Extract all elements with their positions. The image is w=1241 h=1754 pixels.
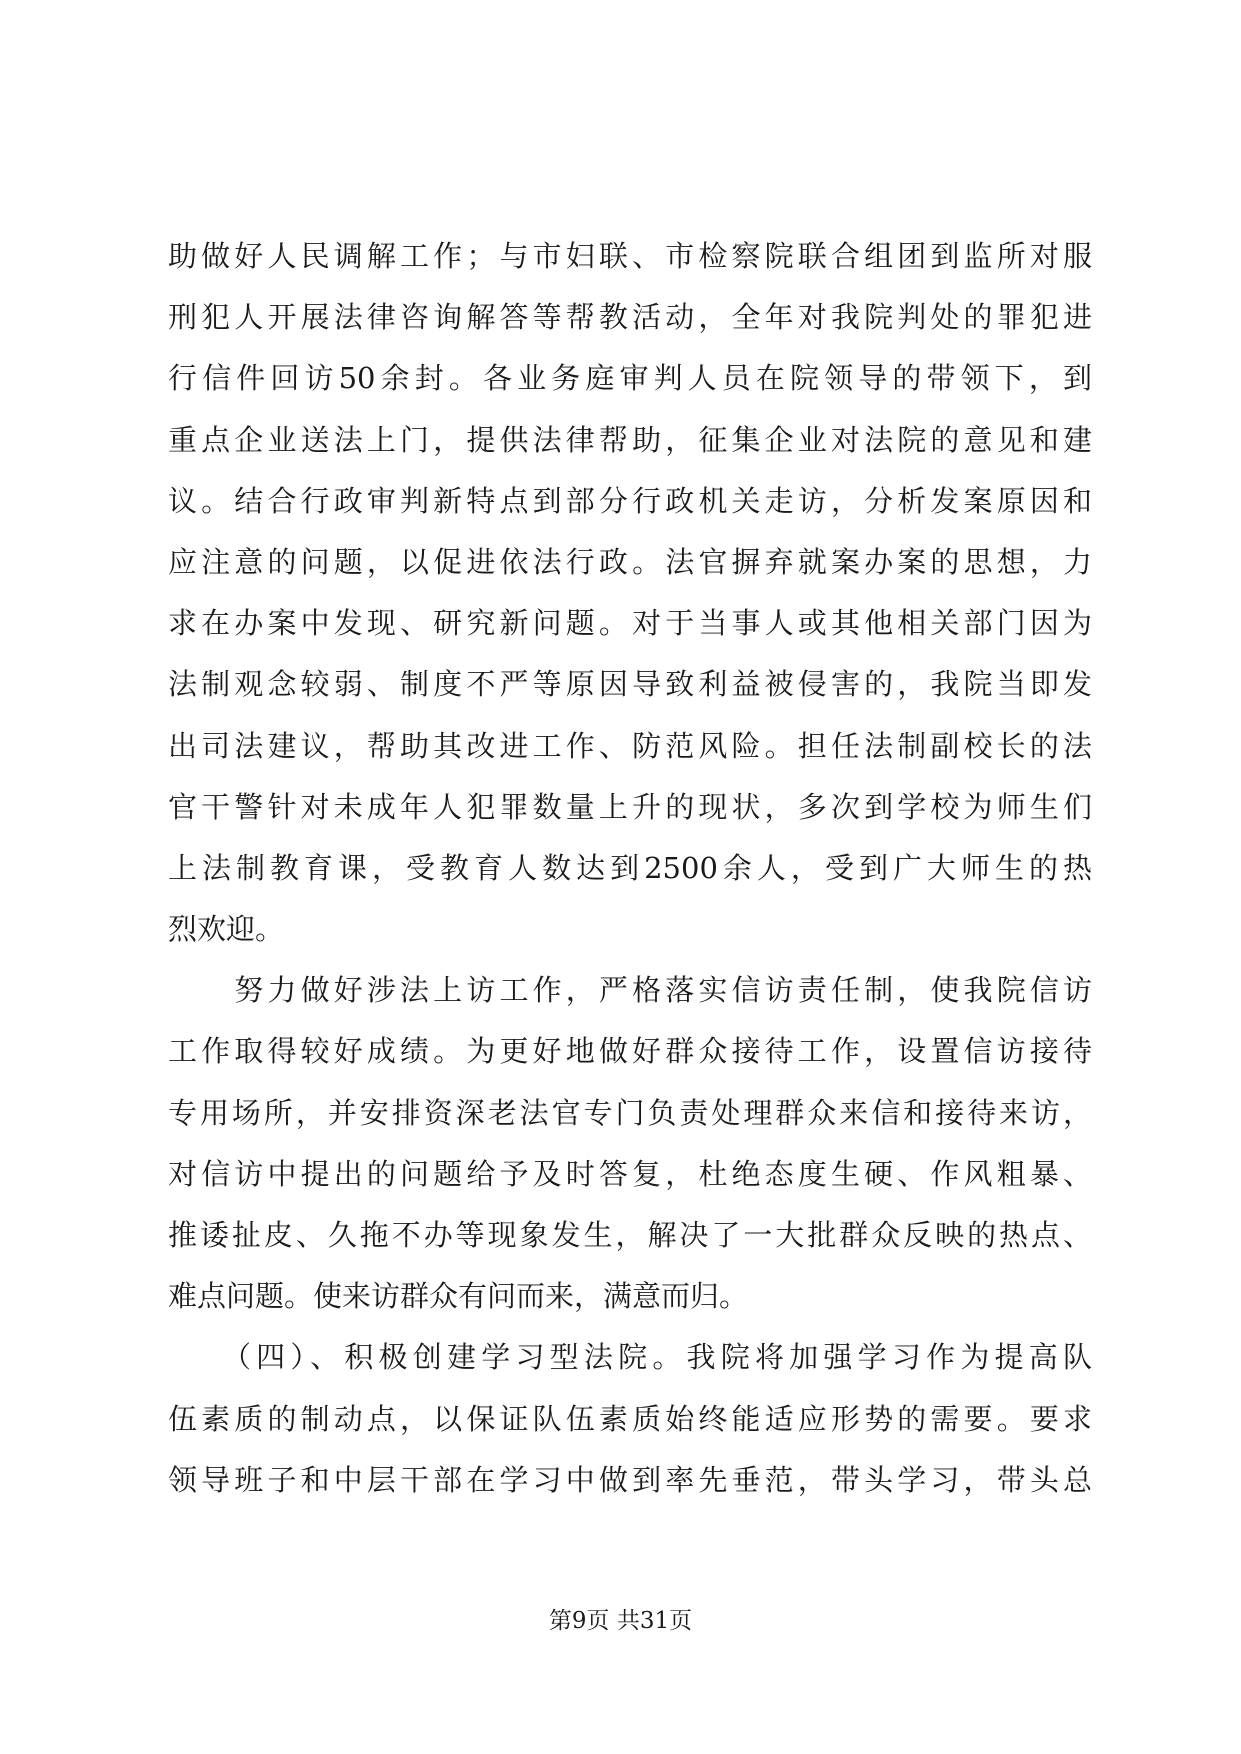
text-line: 重点企业送法上门，提供法律帮助，征集企业对法院的意见和建 [168,422,1092,457]
text-line: （四）、积极创建学习型法院。我院将加强学习作为提高队 [168,1340,1092,1375]
text-line: 烈欢迎。 [168,912,285,947]
text-line: 对信访中提出的问题给予及时答复，杜绝态度生硬、作风粗暴、 [168,1156,1092,1191]
text-line: 上法制教育课，受教育人数达到2500余人，受到广大师生的热 [168,850,1092,885]
text-line: 努力做好涉法上访工作，严格落实信访责任制，使我院信访 [168,973,1092,1008]
text-line: 难点问题。使来访群众有问而来，满意而归。 [168,1279,749,1314]
text-line: 伍素质的制动点，以保证队伍素质始终能适应形势的需要。要求 [168,1401,1092,1436]
text-line: 行信件回访50余封。各业务庭审判人员在院领导的带领下，到 [168,361,1092,396]
text-line: 推诿扯皮、久拖不办等现象发生，解决了一大批群众反映的热点、 [168,1218,1092,1252]
text-line: 工作取得较好成绩。为更好地做好群众接待工作，设置信访接待 [168,1034,1092,1069]
text-line: 议。结合行政审判新特点到部分行政机关走访，分析发案原因和 [168,483,1092,518]
page-number-label: 第9页 共31页 [548,1608,693,1634]
text-line: 助做好人民调解工作；与市妇联、市检察院联合组团到监所对服 [168,239,1092,273]
text-line: 法制观念较弱、制度不严等原因导致利益被侵害的，我院当即发 [168,667,1092,702]
text-line: 官干警针对未成年人犯罪数量上升的现状，多次到学校为师生们 [168,789,1092,824]
text-line: 刑犯人开展法律咨询解答等帮教活动，全年对我院判处的罪犯进 [168,300,1092,335]
text-line: 出司法建议，帮助其改进工作、防范风险。担任法制副校长的法 [168,728,1092,763]
text-line: 求在办案中发现、研究新问题。对于当事人或其他相关部门因为 [168,606,1092,641]
body-text [168,226,1092,1511]
text-line: 专用场所，并安排资深老法官专门负责处理群众来信和接待来访， [168,1095,1092,1130]
text-line: 领导班子和中层干部在学习中做到率先垂范，带头学习，带头总 [168,1462,1092,1497]
page-footer [0,1606,1241,1636]
text-line: 应注意的问题，以促进依法行政。法官摒弃就案办案的思想，力 [168,544,1092,579]
